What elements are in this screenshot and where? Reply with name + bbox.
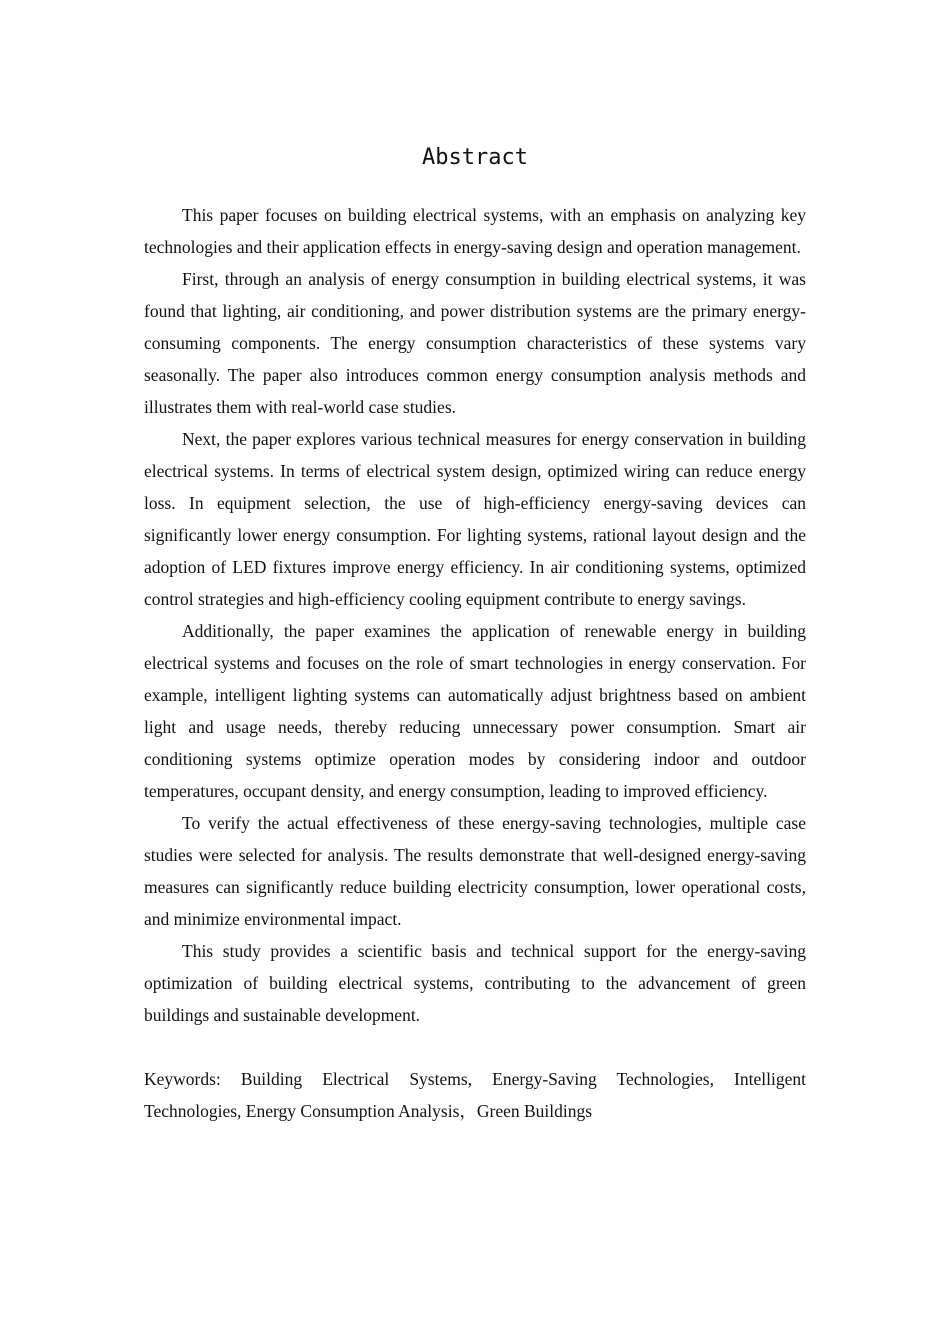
abstract-paragraph-5: To verify the actual effectiveness of these energy-saving technologies, multiple case studies were selected for analysis. The results demonstrate that well-designed energy-saving measures can significantly reduce building electricity consumption, lower operational costs, and minimize environmental impact. (144, 813, 806, 929)
abstract-paragraph-6: This study provides a scientific basis and technical support for the energy-saving optimization of building electrical systems, contributing to the advancement of green buildings and sustainable development. (144, 941, 806, 1025)
abstract-page (144, 142, 806, 1127)
abstract-title: Abstract (422, 145, 528, 170)
abstract-paragraph-4: Additionally, the paper examines the application of renewable energy in building electrical systems and focuses on the role of smart technologies in energy conservation. For example, intelligent lighting systems can automatically adjust brightness based on ambient light and usage needs, thereby reducing unnecessary power consumption. Smart air conditioning systems optimize operation modes by considering indoor and outdoor temperatures, occupant density, and energy consumption, leading to improved efficiency. (144, 621, 806, 801)
keywords-line: Keywords: Building Electrical Systems, Energy-Saving Technologies, Intelligent Technologies, Energy Consumption Analysis，Green Buildings (144, 1069, 806, 1121)
abstract-paragraph-3: Next, the paper explores various technical measures for energy conservation in building electrical systems. In terms of electrical system design, optimized wiring can reduce energy loss. In equipment selection, the use of high-efficiency energy-saving devices can significantly lower energy consumption. For lighting systems, rational layout design and the adoption of LED fixtures improve energy efficiency. In air conditioning systems, optimized control strategies and high-efficiency cooling equipment contribute to energy savings. (144, 429, 806, 609)
abstract-paragraph-1: This paper focuses on building electrical systems, with an emphasis on analyzing key technologies and their application effects in energy-saving design and operation management. (144, 205, 806, 257)
abstract-paragraph-2: First, through an analysis of energy consumption in building electrical systems, it was found that lighting, air conditioning, and power distribution systems are the primary energy-consuming components. The energy consumption characteristics of these systems vary seasonally. The paper also introduces common energy consumption analysis methods and illustrates them with real-world case studies. (144, 269, 806, 417)
abstract-body (144, 199, 806, 1031)
